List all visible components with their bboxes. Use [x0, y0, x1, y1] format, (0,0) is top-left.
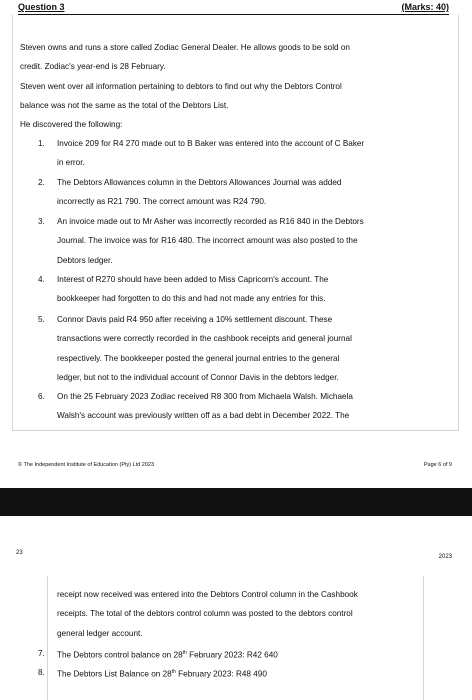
list-item-line: Invoice 209 for R4 270 made out to B Baker was entered into the account of C Baker: [57, 139, 365, 148]
question-title: Question 3: [18, 2, 65, 12]
list-item-line: The Debtors control balance on 28th February 2023: R42 640: [57, 650, 278, 660]
list-item-number: 8.: [38, 668, 45, 677]
frame-right-border: [458, 15, 459, 431]
intro-line-5: He discovered the following:: [20, 120, 123, 129]
page-year: 2023: [438, 554, 452, 560]
intro-line-2: credit. Zodiac's year-end is 28 February.: [20, 62, 166, 71]
continuation-line: receipts. The total of the debtors control column was posted to the debtors control: [57, 609, 353, 618]
list-item-line: incorrectly as R21 790. The correct amount was R24 790.: [57, 197, 267, 207]
list-item-number: 1.: [38, 139, 45, 148]
list-item-number: 5.: [38, 315, 45, 324]
list-item-number: 6.: [38, 392, 45, 401]
copyright-footer: © The Independent Institute of Education (Pty) Ltd 2023: [18, 462, 155, 468]
continuation-line: receipt now received was entered into the Debtors Control column in the Cashbook: [57, 590, 358, 599]
frame-left-border: [47, 576, 48, 700]
list-item-number: 7.: [38, 649, 45, 658]
ordinal-suffix: th: [182, 650, 187, 656]
list-item-number: 3.: [38, 217, 45, 226]
page-break-band: [0, 488, 472, 516]
intro-line-4: balance was not the same as the total of the Debtors List.: [20, 101, 229, 110]
page-side-number: 23: [16, 550, 23, 556]
question-header: [18, 2, 449, 14]
list-item-line: transactions were correctly recorded in the cashbook receipts and general journal: [57, 334, 352, 344]
marks-label: (Marks: 40): [401, 2, 449, 12]
frame-left-border: [12, 15, 13, 431]
list-item-line: Interest of R270 should have been added to Miss Capricorn's account. The: [57, 275, 329, 284]
list-item-number: 4.: [38, 275, 45, 284]
list-item-line: ledger, but not to the individual account of Connor Davis in the debtors ledger.: [57, 372, 339, 382]
intro-line-3: Steven went over all information pertaining to debtors to find out why the Debtors Control: [20, 82, 342, 91]
list-item-line: The Debtors List Balance on 28th February 2023: R48 490: [57, 669, 267, 679]
ordinal-suffix: th: [171, 669, 176, 675]
list-item-line: Connor Davis paid R4 950 after receiving a 10% settlement discount. These: [57, 315, 333, 324]
list-item-line: bookkeeper had forgotten to do this and had not made any entries for this.: [57, 294, 326, 304]
list-item-line: The Debtors Allowances column in the Debtors Allowances Journal was added: [57, 178, 342, 187]
header-divider: [18, 14, 449, 15]
page-7: [0, 516, 472, 700]
intro-line-1: Steven owns and runs a store called Zodiac General Dealer. He allows goods to be sold on: [20, 43, 350, 52]
frame-bottom-border: [12, 430, 459, 431]
list-item-line: On the 25 February 2023 Zodiac received R8 300 from Michaela Walsh. Michaela: [57, 392, 353, 401]
page-number: Page 6 of 9: [423, 462, 452, 468]
list-item-line: Journal. The invoice was for R16 480. The incorrect amount was also posted to the: [57, 236, 358, 246]
list-item-number: 2.: [38, 178, 45, 187]
list-item-line: An invoice made out to Mr Asher was incorrectly recorded as R16 840 in the Debtors: [57, 217, 364, 226]
continuation-line: general ledger account.: [57, 629, 143, 638]
list-item-line: Debtors ledger.: [57, 255, 113, 265]
list-item-line: Walsh's account was previously written off as a bad debt in December 2022. The: [57, 411, 350, 421]
list-item-line: respectively. The bookkeeper posted the general journal entries to the general: [57, 353, 340, 363]
list-item-line: in error.: [57, 158, 85, 168]
frame-right-border: [423, 576, 424, 700]
